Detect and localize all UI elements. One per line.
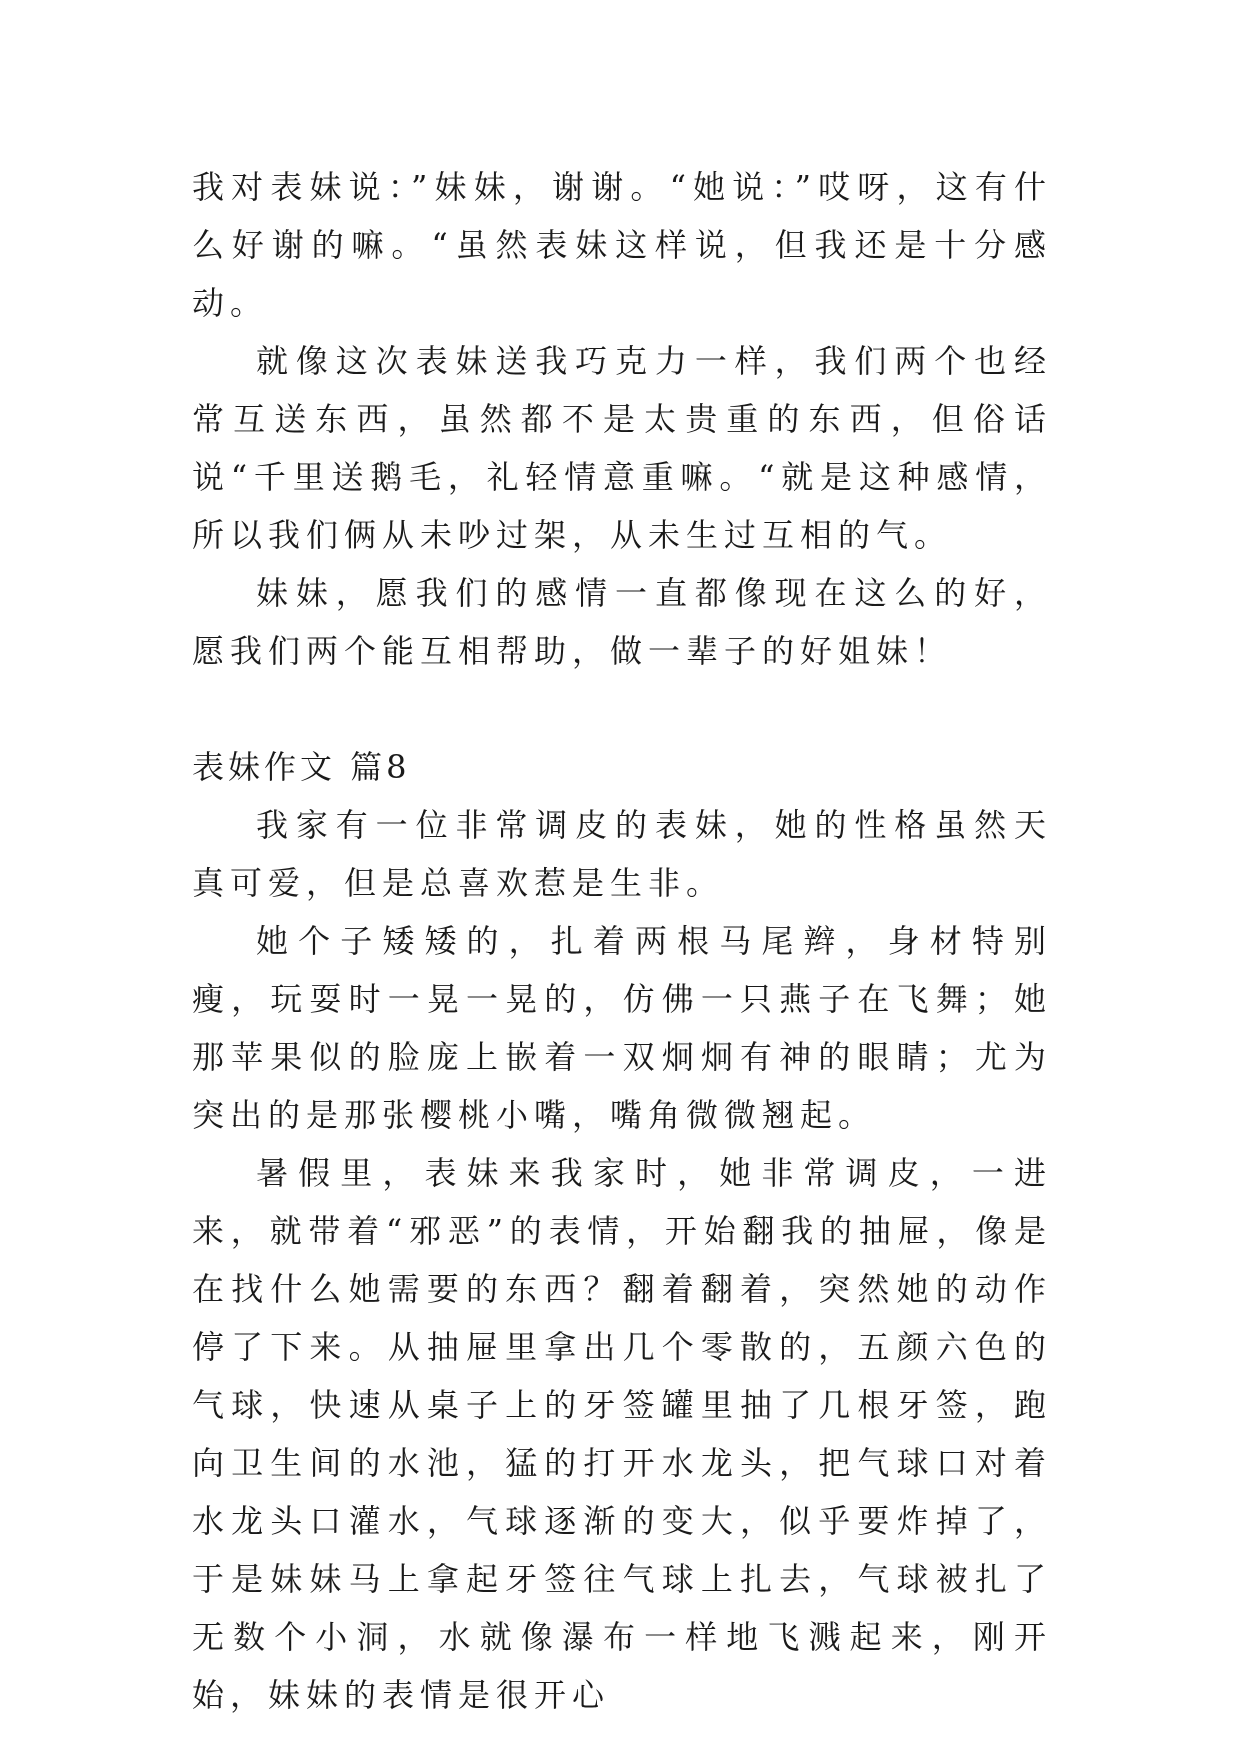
paragraph-wish: 妹妹，愿我们的感情一直都像现在这么的好，愿我们两个能互相帮助，做一辈子的好姐妹！	[192, 574, 1052, 670]
paragraph-appearance: 她个子矮矮的，扎着两根马尾辫，身材特别瘦，玩耍时一晃一晃的，仿佛一只燕子在飞舞；她那苹果似的脸庞上嵌着一双炯炯有神的眼睛；尤为突出的是那张樱桃小嘴，嘴角微微翘起。	[192, 922, 1052, 1134]
paragraph-intro-cousin: 我家有一位非常调皮的表妹，她的性格虽然天真可爱，但是总喜欢惹是生非。	[192, 806, 1052, 902]
paragraph-thanks-dialogue: 我对表妹说：”妹妹，谢谢。“她说：”哎呀，这有什么好谢的嘛。“虽然表妹这样说，但我还是十分感动。	[192, 168, 1052, 322]
document-body	[192, 158, 1052, 1724]
section-heading: 表妹作文 篇8	[192, 748, 411, 786]
paragraph-summer-story: 暑假里，表妹来我家时，她非常调皮，一进来，就带着“邪恶”的表情，开始翻我的抽屉，像是在找什么她需要的东西？翻着翻着，突然她的动作停了下来。从抽屉里拿出几个零散的，五颜六色的气球，快速从桌子上的牙签罐里抽了几根牙签，跑向卫生间的水池，猛的打开水龙头，把气球口对着水龙头口灌水，气球逐渐的变大，似乎要炸掉了，于是妹妹马上拿起牙签往气球上扎去，气球被扎了无数个小洞，水就像瀑布一样地飞溅起来，刚开始，妹妹的表情是很开心	[192, 1154, 1052, 1714]
paragraph-exchange-gifts: 就像这次表妹送我巧克力一样，我们两个也经常互送东西，虽然都不是太贵重的东西，但俗话说“千里送鹅毛，礼轻情意重嘛。“就是这种感情，所以我们俩从未吵过架，从未生过互相的气。	[192, 342, 1052, 554]
